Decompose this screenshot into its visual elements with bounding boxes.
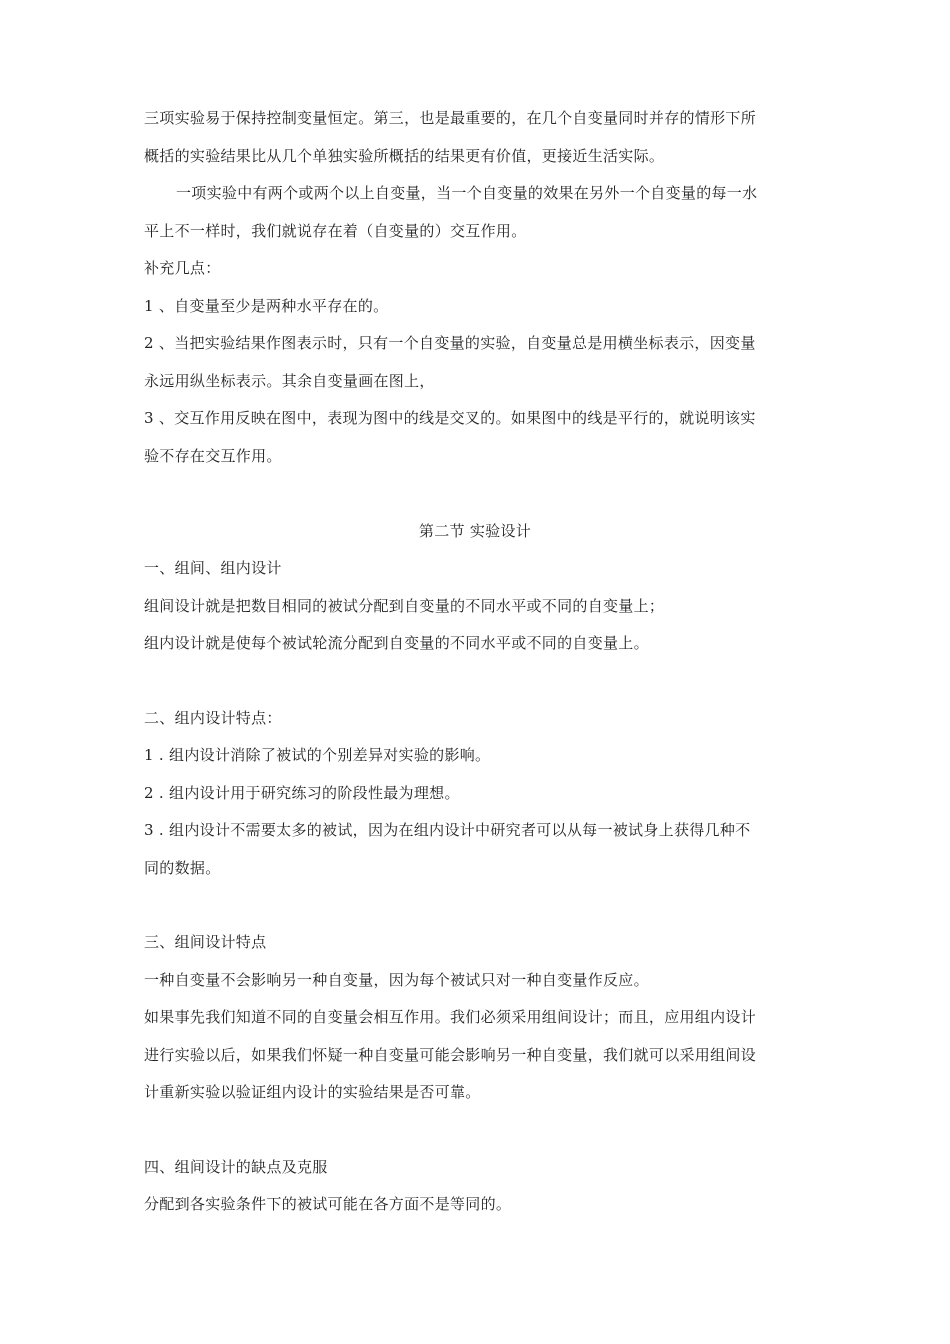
paragraph-line: 一项实验中有两个或两个以上自变量，当一个自变量的效果在另外一个自变量的每一水 [176, 184, 758, 202]
section-label: 补充几点： [144, 259, 221, 277]
list-item: 2 . 组内设计用于研究练习的阶段性最为理想。 [144, 784, 460, 802]
subheading: 一、组间、组内设计 [144, 559, 282, 577]
paragraph-line: 同的数据。 [144, 859, 221, 877]
subheading: 三、组间设计特点 [144, 933, 267, 951]
list-item: 3 、交互作用反映在图中，表现为图中的线是交叉的。如果图中的线是平行的，就说明该实 [144, 409, 756, 427]
paragraph-line: 组内设计就是使每个被试轮流分配到自变量的不同水平或不同的自变量上。 [144, 634, 649, 652]
list-item: 2 、当把实验结果作图表示时，只有一个自变量的实验，自变量总是用横坐标表示，因变量 [144, 334, 756, 352]
paragraph-line: 平上不一样时，我们就说存在着（自变量的）交互作用。 [144, 222, 527, 240]
subheading: 二、组内设计特点： [144, 709, 282, 727]
section-title: 第二节 实验设计 [418, 522, 532, 540]
subheading: 四、组间设计的缺点及克服 [144, 1158, 328, 1176]
paragraph-line: 计重新实验以验证组内设计的实验结果是否可靠。 [144, 1083, 481, 1101]
paragraph-line: 永远用纵坐标表示。其余自变量画在图上， [144, 372, 435, 390]
paragraph-line: 验不存在交互作用。 [144, 447, 282, 465]
paragraph-line: 三项实验易于保持控制变量恒定。第三，也是最重要的，在几个自变量同时并存的情形下所 [144, 109, 757, 127]
paragraph-line: 分配到各实验条件下的被试可能在各方面不是等同的。 [144, 1195, 512, 1213]
paragraph-line: 如果事先我们知道不同的自变量会相互作用。我们必须采用组间设计；而且，应用组内设计 [144, 1008, 757, 1026]
list-item: 1 . 组内设计消除了被试的个别差异对实验的影响。 [144, 746, 491, 764]
list-item: 1 、自变量至少是两种水平存在的。 [144, 297, 389, 315]
paragraph-line: 进行实验以后，如果我们怀疑一种自变量可能会影响另一种自变量，我们就可以采用组间设 [144, 1046, 757, 1064]
paragraph-line: 概括的实验结果比从几个单独实验所概括的结果更有价值，更接近生活实际。 [144, 147, 665, 165]
paragraph-line: 一种自变量不会影响另一种自变量，因为每个被试只对一种自变量作反应。 [144, 971, 649, 989]
list-item: 3 . 组内设计不需要太多的被试，因为在组内设计中研究者可以从每一被试身上获得几种不 [144, 821, 751, 839]
paragraph-line: 组间设计就是把数目相同的被试分配到自变量的不同水平或不同的自变量上； [144, 597, 665, 615]
